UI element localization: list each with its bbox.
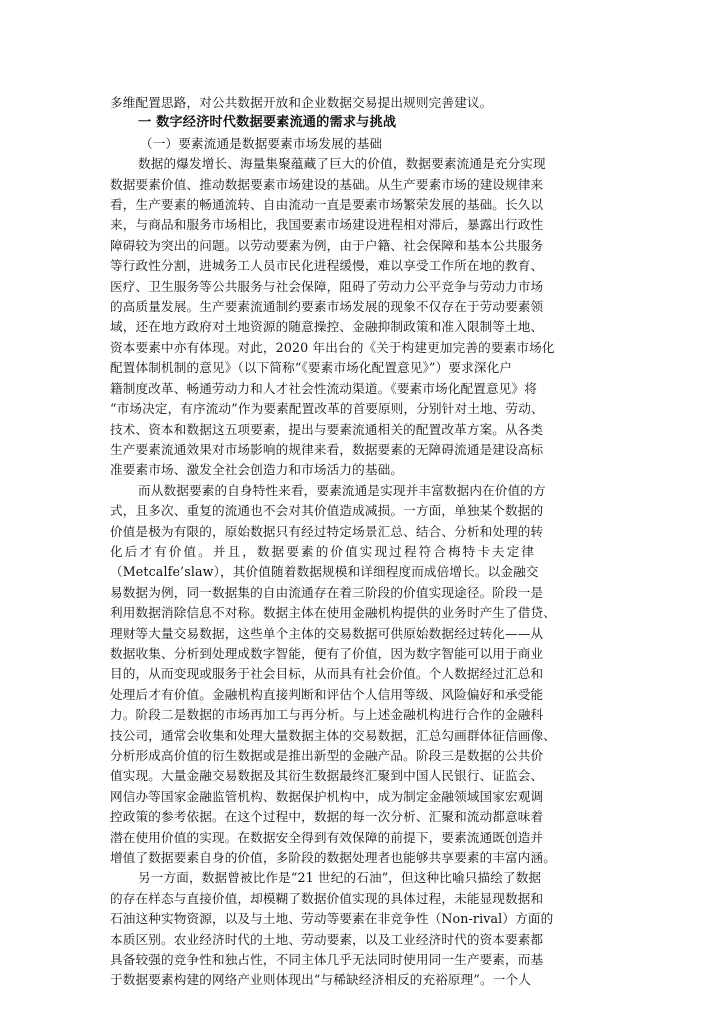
text-line: 技术、资本和数据这五项要素，提出与要素流通相关的配置改革方案。从各类 [110,421,544,437]
text-line: 障碍较为突出的问题。以劳动要素为例，由于户籍、社会保障和基本公共服务 [110,237,544,253]
text-line: 医疗、卫生服务等公共服务与社会保障，阻碍了劳动力公平竞争与劳动力市场 [110,278,544,294]
text-line: 力。阶段二是数据的市场再加工与再分析。与上述金融机构进行合作的金融科 [110,707,544,723]
text-line: 增值了数据要素自身的价值，多阶段的数据处理者也能够共享要素的丰富内涵。 [110,850,557,866]
body-text [110,93,614,991]
text-line: 处理后才有价值。金融机构直接判断和评估个人信用等级、风险偏好和承受能 [110,686,544,702]
text-line: “市场决定，有序流动”作为要素配置改革的首要原则，分别针对土地、劳动、 [110,401,544,417]
text-line: 利用数据消除信息不对称。数据主体在使用金融机构提供的业务时产生了借贷、 [110,605,557,621]
text-line: 价值是极为有限的，原始数据只有经过特定场景汇总、结合、分析和处理的转 [110,523,544,539]
text-line: （Metcalfe’slaw），其价值随着数据规模和详细程度而成倍增长。以金融交 [110,564,539,580]
section-heading: 一 数字经济时代数据要素流通的需求与挑战 [138,115,397,131]
paragraph-start-line: 另一方面，数据曾被比作是“21 世纪的石油”，但这种比喻只描绘了数据 [138,870,542,886]
text-line: 网信办等国家金融监管机构、数据保护机构中，成为制定金融领域国家宏观调 [110,788,544,804]
text-line: 潜在使用价值的实现。在数据安全得到有效保障的前提下，要素流通既创造并 [110,829,544,845]
text-line: 数据要素价值、推动数据要素市场建设的基础。从生产要素市场的建设规律来 [110,176,544,192]
text-line: 数据收集、分析到处理成数字智能，便有了价值，因为数字智能可以用于商业 [110,645,544,661]
subsection-heading: （一）要素流通是数据要素市场发展的基础 [140,135,383,151]
paragraph-start-line: 而从数据要素的自身特性来看，要素流通是实现并丰富数据内在价值的方 [138,482,546,498]
text-line: 化后才有价值。并且，数据要素的价值实现过程符合梅特卡夫定律 [110,543,537,559]
text-line: 理财等大量交易数据，这些单个主体的交易数据可供原始数据经过转化——从 [110,625,544,641]
text-line: 石油这种实物资源，以及与土地、劳动等要素在非竞争性（Non-rival）方面的 [110,911,554,927]
text-line: 具备较强的竞争性和独占性，不同主体几乎无法同时使用同一生产要素，而基 [110,952,544,968]
text-line: 配置体制机制的意见》（以下简称“《要素市场化配置意见》”）要求深化户 [110,360,513,376]
text-line: 的存在样态与直接价值，却模糊了数据价值实现的具体过程，未能显现数据和 [110,890,544,906]
text-line: 分析形成高价值的衍生数据或是推出新型的金融产品。阶段三是数据的公共价 [110,748,544,763]
text-line: 易数据为例，同一数据集的自由流通存在着三阶段的价值实现途径。阶段一是 [110,584,544,600]
text-line: 生产要素流通效果对市场影响的规律来看，数据要素的无障碍流通是建设高标 [110,441,544,457]
text-line: 域，还在地方政府对土地资源的随意操控、金融抑制政策和准入限制等土地、 [110,319,544,335]
text-line: 来，与商品和服务市场相比，我国要素市场建设进程相对滞后，暴露出行政性 [110,217,544,233]
text-line: 于数据要素构建的网络产业则体现出“与稀缺经济相反的充裕原理”。一个人 [110,972,531,988]
text-line: 等行政性分割，进城务工人员市民化进程缓慢，难以享受工作所在地的教育、 [110,258,544,274]
text-line: 看，生产要素的畅通流转、自由流动一直是要素市场繁荣发展的基础。长久以 [110,197,544,213]
text-line: 值实现。大量金融交易数据及其衍生数据最终汇聚到中国人民银行、证监会、 [110,768,544,784]
text-line: 控政策的参考依据。在这个过程中，数据的每一次分析、汇聚和流动都意味着 [110,809,544,825]
text-line: 籍制度改革、畅通劳动力和人才社会性流动渠道。《要素市场化配置意见》将 [110,380,537,396]
text-line: 式，且多次、重复的流通也不会对其价值造成减损。一方面，单独某个数据的 [110,503,544,519]
text-line: 技公司，通常会收集和处理大量数据主体的交易数据，汇总勾画群体征信画像、 [110,727,557,743]
text-line: 目的，从而变现或服务于社会目标，从而具有社会价值。个人数据经过汇总和 [110,666,544,682]
text-line: 准要素市场、激发全社会创造力和市场活力的基础。 [110,462,404,478]
paragraph-start-line: 数据的爆发增长、海量集聚蕴藏了巨大的价值，数据要素流通是充分实现 [138,156,546,172]
text-line: 多维配置思路，对公共数据开放和企业数据交易提出规则完善建议。 [110,95,493,110]
text-line: 本质区别。农业经济时代的土地、劳动要素，以及工业经济时代的资本要素都 [110,931,544,947]
text-line: 资本要素中亦有体现。对此，2020 年出台的《关于构建更加完善的要素市场化 [110,339,555,355]
text-line: 的高质量发展。生产要素流通制约要素市场发展的现象不仅存在于劳动要素领 [110,299,544,315]
